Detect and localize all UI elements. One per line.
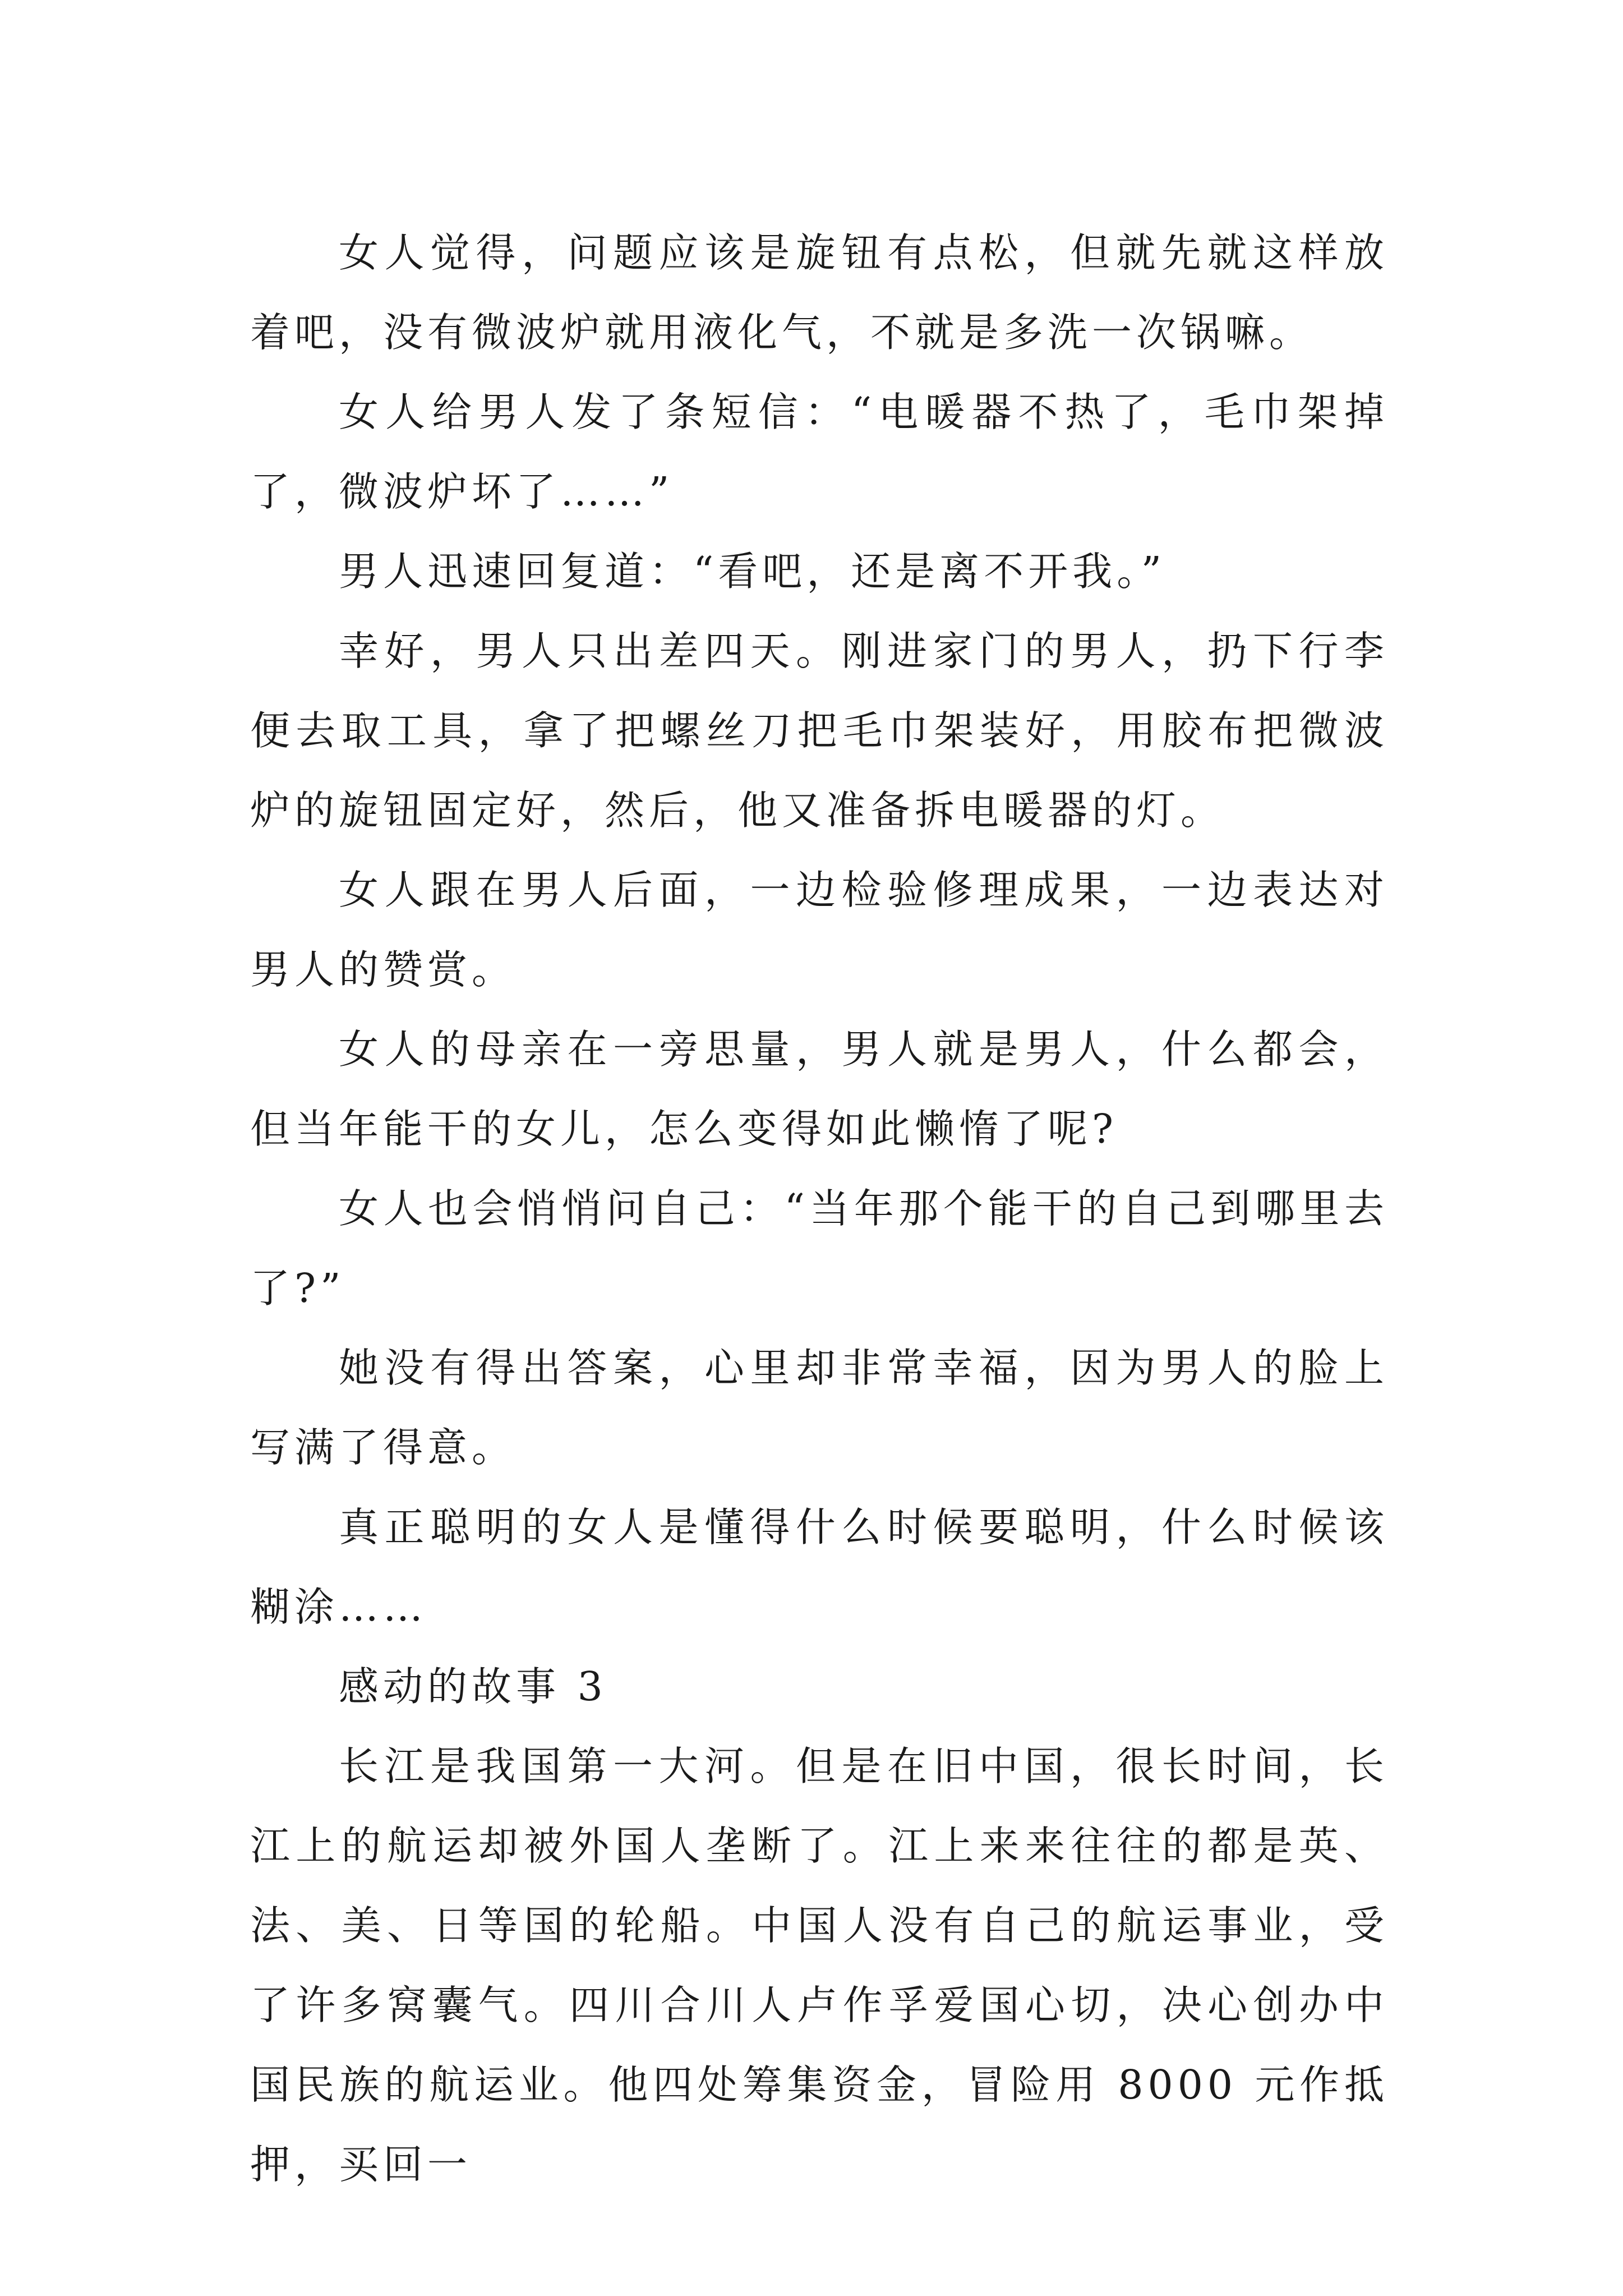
paragraph: 女人跟在男人后面，一边检验修理成果，一边表达对男人的赞赏。 bbox=[250, 867, 1389, 993]
paragraph: 女人的母亲在一旁思量，男人就是男人，什么都会，但当年能干的女儿，怎么变得如此懒惰了呢? bbox=[250, 1026, 1389, 1152]
document-body bbox=[250, 213, 1389, 2205]
paragraph: 男人迅速回复道：“看吧，还是离不开我。” bbox=[339, 548, 1166, 595]
paragraph: 真正聪明的女人是懂得什么时候要聪明，什么时候该糊涂…… bbox=[250, 1504, 1389, 1630]
paragraph: 女人给男人发了条短信：“电暖器不热了，毛巾架掉了，微波炉坏了……” bbox=[250, 389, 1389, 515]
section-heading: 感动的故事 3 bbox=[339, 1663, 607, 1710]
paragraph: 幸好，男人只出差四天。刚进家门的男人，扔下行李便去取工具，拿了把螺丝刀把毛巾架装好，用胶布把微波炉的旋钮固定好，然后，他又准备拆电暖器的灯。 bbox=[250, 628, 1389, 834]
paragraph: 女人觉得，问题应该是旋钮有点松，但就先就这样放着吧，没有微波炉就用液化气，不就是多洗一次锅嘛。 bbox=[250, 229, 1389, 356]
paragraph: 长江是我国第一大河。但是在旧中国，很长时间，长江上的航运却被外国人垄断了。江上来来往往的都是英、法、美、日等国的轮船。中国人没有自己的航运事业，受了许多窝囊气。四川合川人卢作孚爱国心切，决心创办中国民族的航运业。他四处筹集资金，冒险用 8000 元作抵押，买回一 bbox=[250, 1743, 1389, 2188]
paragraph: 女人也会悄悄问自己：“当年那个能干的自己到哪里去了?” bbox=[250, 1185, 1389, 1312]
paragraph: 她没有得出答案，心里却非常幸福，因为男人的脸上写满了得意。 bbox=[250, 1345, 1389, 1471]
